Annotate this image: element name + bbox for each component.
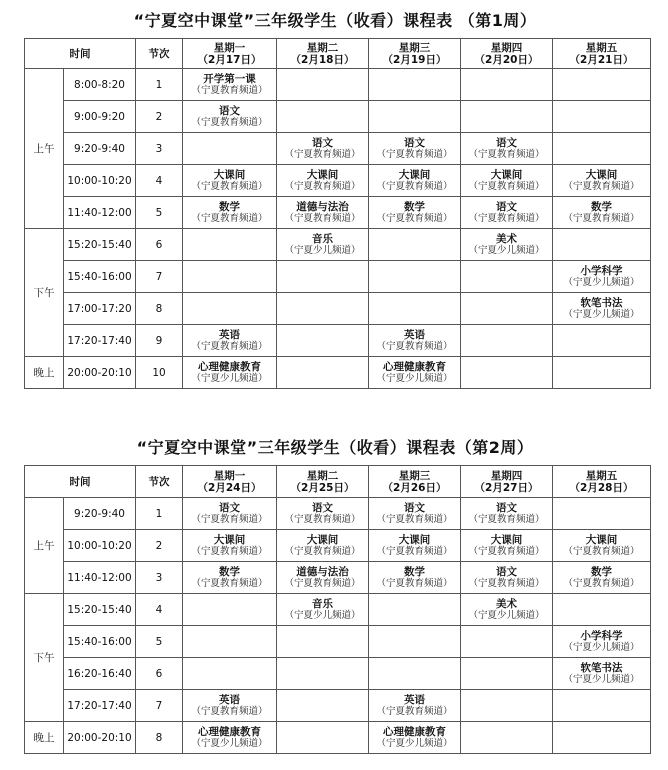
lesson-cell: [183, 197, 277, 229]
empty-cell: [369, 626, 461, 658]
subject-name: 软笔书法: [580, 296, 623, 309]
lesson-cell: [277, 594, 369, 626]
channel-name: （宁夏教育频道）: [563, 577, 640, 589]
day-date: （2月18日）: [290, 53, 355, 66]
time-slot: 20:00-20:10: [64, 722, 136, 754]
subject-name: 语文: [496, 136, 517, 149]
subject-name: 音乐: [312, 597, 333, 610]
subject-name: 数学: [591, 565, 612, 578]
lesson-cell: [369, 722, 461, 754]
time-slot: 17:20-17:40: [64, 325, 136, 357]
lesson-cell: [553, 626, 651, 658]
subject-name: 语文: [404, 136, 425, 149]
channel-name: （宁夏教育频道）: [468, 545, 545, 557]
lesson-cell: [369, 530, 461, 562]
empty-cell: [183, 293, 277, 325]
subject-name: 心理健康教育: [198, 725, 261, 738]
day-date: （2月20日）: [474, 53, 539, 66]
subject-name: 大课间: [306, 168, 339, 181]
empty-cell: [369, 658, 461, 690]
lesson-cell: [277, 165, 369, 197]
subject-name: 软笔书法: [580, 661, 623, 674]
channel-name: （宁夏教育频道）: [563, 545, 640, 557]
day-header-wed: [369, 39, 461, 69]
day-header-thu: [461, 466, 553, 498]
empty-cell: [461, 658, 553, 690]
channel-name: （宁夏教育频道）: [284, 212, 361, 224]
subject-name: 英语: [404, 328, 425, 341]
schedule-title: “宁夏空中课堂”三年级学生（收看）课程表（第2周）: [136, 438, 534, 457]
day-header-tue: [277, 466, 369, 498]
lesson-cell: [461, 562, 553, 594]
lesson-cell: [369, 498, 461, 530]
empty-cell: [553, 325, 651, 357]
lesson-cell: [369, 197, 461, 229]
lesson-cell: [369, 165, 461, 197]
table-row: [25, 165, 651, 197]
table-row: [25, 626, 651, 658]
empty-cell: [369, 293, 461, 325]
time-slot: 9:20-9:40: [64, 498, 136, 530]
table-row: [25, 101, 651, 133]
time-slot: 9:00-9:20: [64, 101, 136, 133]
lesson-cell: [183, 498, 277, 530]
subject-name: 美术: [496, 597, 517, 610]
lesson-number: 5: [136, 626, 183, 658]
channel-name: （宁夏教育频道）: [468, 577, 545, 589]
lesson-number: 3: [136, 133, 183, 165]
schedule-title: “宁夏空中课堂”三年级学生（收看）课程表 （第1周）: [133, 11, 537, 30]
empty-cell: [183, 594, 277, 626]
lesson-cell: [183, 722, 277, 754]
empty-cell: [553, 101, 651, 133]
period-label: 上午: [25, 69, 64, 229]
empty-cell: [461, 722, 553, 754]
subject-name: 开学第一课: [203, 72, 256, 85]
empty-cell: [277, 690, 369, 722]
lesson-cell: [277, 229, 369, 261]
subject-name: 数学: [219, 200, 240, 213]
day-date: （2月25日）: [290, 481, 355, 494]
lesson-cell: [183, 690, 277, 722]
subject-name: 大课间: [585, 168, 618, 181]
subject-name: 大课间: [213, 533, 246, 546]
subject-name: 数学: [219, 565, 240, 578]
subject-name: 数学: [404, 200, 425, 213]
lesson-cell: [461, 165, 553, 197]
day-name: 星期二: [306, 41, 339, 54]
day-header-mon: [183, 466, 277, 498]
channel-name: （宁夏教育频道）: [191, 180, 268, 192]
empty-cell: [461, 101, 553, 133]
lesson-number: 9: [136, 325, 183, 357]
table-row: [25, 133, 651, 165]
channel-name: （宁夏教育频道）: [191, 212, 268, 224]
index-header: 节次: [136, 466, 183, 498]
empty-cell: [553, 498, 651, 530]
channel-name: （宁夏教育频道）: [468, 148, 545, 160]
day-header-mon: [183, 39, 277, 69]
channel-name: （宁夏教育频道）: [376, 180, 453, 192]
time-slot: 17:20-17:40: [64, 690, 136, 722]
subject-name: 语文: [496, 565, 517, 578]
subject-name: 英语: [219, 693, 240, 706]
channel-name: （宁夏少儿频道）: [191, 372, 268, 384]
lesson-cell: [183, 101, 277, 133]
subject-name: 大课间: [585, 533, 618, 546]
subject-name: 语文: [219, 104, 240, 117]
lesson-cell: [183, 530, 277, 562]
day-date: （2月17日）: [197, 53, 262, 66]
lesson-cell: [461, 197, 553, 229]
table-row: [25, 293, 651, 325]
channel-name: （宁夏教育频道）: [284, 577, 361, 589]
empty-cell: [277, 69, 369, 101]
empty-cell: [369, 594, 461, 626]
lesson-cell: [277, 133, 369, 165]
subject-name: 美术: [496, 232, 517, 245]
table-row: [25, 325, 651, 357]
day-name: 星期三: [398, 41, 431, 54]
channel-name: （宁夏教育频道）: [284, 513, 361, 525]
period-label: 下午: [25, 594, 64, 722]
lesson-cell: [553, 658, 651, 690]
channel-name: （宁夏教育频道）: [191, 705, 268, 717]
day-date: （2月28日）: [569, 481, 634, 494]
empty-cell: [461, 261, 553, 293]
lesson-cell: [553, 261, 651, 293]
subject-name: 语文: [404, 501, 425, 514]
lesson-cell: [461, 133, 553, 165]
lesson-cell: [461, 594, 553, 626]
lesson-cell: [461, 229, 553, 261]
subject-name: 小学科学: [580, 264, 623, 277]
channel-name: （宁夏少儿频道）: [191, 737, 268, 749]
subject-name: 英语: [404, 693, 425, 706]
lesson-cell: [277, 197, 369, 229]
subject-name: 音乐: [312, 232, 333, 245]
empty-cell: [277, 325, 369, 357]
empty-cell: [553, 690, 651, 722]
day-name: 星期四: [490, 41, 523, 54]
empty-cell: [461, 690, 553, 722]
lesson-cell: [277, 562, 369, 594]
lesson-cell: [553, 530, 651, 562]
empty-cell: [461, 626, 553, 658]
empty-cell: [553, 69, 651, 101]
subject-name: 语文: [312, 501, 333, 514]
day-date: （2月27日）: [474, 481, 539, 494]
lesson-cell: [183, 69, 277, 101]
period-label: 下午: [25, 229, 64, 357]
table-row: [25, 69, 651, 101]
lesson-cell: [369, 562, 461, 594]
empty-cell: [553, 594, 651, 626]
time-slot: 10:00-10:20: [64, 530, 136, 562]
day-name: 星期四: [490, 469, 523, 482]
empty-cell: [461, 325, 553, 357]
empty-cell: [183, 626, 277, 658]
day-header-tue: [277, 39, 369, 69]
channel-name: （宁夏教育频道）: [376, 340, 453, 352]
empty-cell: [369, 229, 461, 261]
time-slot: 9:20-9:40: [64, 133, 136, 165]
channel-name: （宁夏教育频道）: [376, 513, 453, 525]
empty-cell: [369, 261, 461, 293]
table-row: [25, 594, 651, 626]
channel-name: （宁夏少儿频道）: [468, 609, 545, 621]
empty-cell: [369, 69, 461, 101]
channel-name: （宁夏少儿频道）: [284, 609, 361, 621]
empty-cell: [183, 261, 277, 293]
lesson-cell: [553, 562, 651, 594]
channel-name: （宁夏教育频道）: [376, 212, 453, 224]
empty-cell: [553, 229, 651, 261]
lesson-number: 1: [136, 69, 183, 101]
table-row: [25, 261, 651, 293]
channel-name: （宁夏少儿频道）: [563, 276, 640, 288]
lesson-number: 6: [136, 229, 183, 261]
subject-name: 语文: [496, 200, 517, 213]
subject-name: 大课间: [398, 168, 431, 181]
lesson-number: 5: [136, 197, 183, 229]
table-row: [25, 658, 651, 690]
subject-name: 语文: [312, 136, 333, 149]
period-label: 晚上: [25, 357, 64, 389]
lesson-number: 3: [136, 562, 183, 594]
channel-name: （宁夏少儿频道）: [468, 244, 545, 256]
lesson-cell: [461, 498, 553, 530]
channel-name: （宁夏少儿频道）: [376, 372, 453, 384]
day-header-thu: [461, 39, 553, 69]
channel-name: （宁夏教育频道）: [468, 212, 545, 224]
channel-name: （宁夏教育频道）: [563, 212, 640, 224]
time-slot: 20:00-20:10: [64, 357, 136, 389]
empty-cell: [553, 133, 651, 165]
channel-name: （宁夏少儿频道）: [563, 673, 640, 685]
channel-name: （宁夏少儿频道）: [563, 308, 640, 320]
channel-name: （宁夏教育频道）: [468, 513, 545, 525]
lesson-cell: [183, 325, 277, 357]
lesson-number: 4: [136, 165, 183, 197]
day-date: （2月24日）: [197, 481, 262, 494]
day-date: （2月19日）: [382, 53, 447, 66]
time-slot: 15:20-15:40: [64, 594, 136, 626]
empty-cell: [553, 357, 651, 389]
empty-cell: [277, 101, 369, 133]
lesson-number: 4: [136, 594, 183, 626]
lesson-cell: [369, 357, 461, 389]
schedule-body: [25, 69, 651, 389]
time-slot: 15:20-15:40: [64, 229, 136, 261]
empty-cell: [183, 133, 277, 165]
lesson-cell: [183, 165, 277, 197]
day-date: （2月26日）: [382, 481, 447, 494]
day-name: 星期五: [585, 469, 618, 482]
channel-name: （宁夏教育频道）: [468, 180, 545, 192]
table-row: [25, 229, 651, 261]
day-name: 星期一: [213, 469, 246, 482]
time-slot: 11:40-12:00: [64, 562, 136, 594]
channel-name: （宁夏教育频道）: [191, 84, 268, 96]
channel-name: （宁夏教育频道）: [284, 180, 361, 192]
week-2-schedule: [24, 431, 650, 754]
table-row: [25, 722, 651, 754]
empty-cell: [277, 261, 369, 293]
lesson-cell: [183, 357, 277, 389]
day-name: 星期一: [213, 41, 246, 54]
day-name: 星期三: [398, 469, 431, 482]
lesson-number: 8: [136, 722, 183, 754]
time-header: 时间: [25, 39, 136, 69]
empty-cell: [277, 357, 369, 389]
empty-cell: [277, 658, 369, 690]
empty-cell: [553, 722, 651, 754]
channel-name: （宁夏少儿频道）: [563, 641, 640, 653]
subject-name: 英语: [219, 328, 240, 341]
subject-name: 道德与法治: [296, 200, 349, 213]
lesson-cell: [461, 530, 553, 562]
lesson-number: 2: [136, 530, 183, 562]
week-1-schedule: [24, 4, 650, 389]
subject-name: 语文: [219, 501, 240, 514]
lesson-number: 7: [136, 261, 183, 293]
table-row: [25, 562, 651, 594]
table-row: [25, 690, 651, 722]
subject-name: 语文: [496, 501, 517, 514]
empty-cell: [369, 101, 461, 133]
subject-name: 心理健康教育: [383, 725, 446, 738]
schedule-table: [24, 38, 651, 389]
table-row: [25, 197, 651, 229]
empty-cell: [183, 229, 277, 261]
subject-name: 大课间: [213, 168, 246, 181]
channel-name: （宁夏少儿频道）: [284, 244, 361, 256]
time-header: 时间: [25, 466, 136, 498]
lesson-cell: [277, 498, 369, 530]
subject-name: 大课间: [490, 533, 523, 546]
channel-name: （宁夏教育频道）: [191, 340, 268, 352]
table-row: [25, 357, 651, 389]
day-header-wed: [369, 466, 461, 498]
lesson-cell: [553, 165, 651, 197]
channel-name: （宁夏少儿频道）: [376, 737, 453, 749]
lesson-number: 10: [136, 357, 183, 389]
lesson-cell: [277, 530, 369, 562]
empty-cell: [461, 357, 553, 389]
time-slot: 11:40-12:00: [64, 197, 136, 229]
subject-name: 数学: [591, 200, 612, 213]
time-slot: 16:20-16:40: [64, 658, 136, 690]
lesson-number: 2: [136, 101, 183, 133]
lesson-cell: [369, 325, 461, 357]
channel-name: （宁夏教育频道）: [376, 545, 453, 557]
empty-cell: [277, 626, 369, 658]
lesson-number: 1: [136, 498, 183, 530]
subject-name: 大课间: [306, 533, 339, 546]
lesson-cell: [553, 293, 651, 325]
period-label: 上午: [25, 498, 64, 594]
channel-name: （宁夏教育频道）: [563, 180, 640, 192]
lesson-cell: [553, 197, 651, 229]
day-name: 星期二: [306, 469, 339, 482]
index-header: 节次: [136, 39, 183, 69]
day-header-fri: [553, 466, 651, 498]
subject-name: 道德与法治: [296, 565, 349, 578]
channel-name: （宁夏教育频道）: [191, 577, 268, 589]
day-date: （2月21日）: [569, 53, 634, 66]
time-slot: 17:00-17:20: [64, 293, 136, 325]
channel-name: （宁夏教育频道）: [191, 545, 268, 557]
empty-cell: [461, 69, 553, 101]
lesson-number: 6: [136, 658, 183, 690]
channel-name: （宁夏教育频道）: [284, 545, 361, 557]
schedule-table: [24, 465, 651, 754]
lesson-cell: [369, 133, 461, 165]
empty-cell: [277, 293, 369, 325]
schedule-body: [25, 498, 651, 754]
lesson-number: 8: [136, 293, 183, 325]
time-slot: 10:00-10:20: [64, 165, 136, 197]
channel-name: （宁夏教育频道）: [284, 148, 361, 160]
day-name: 星期五: [585, 41, 618, 54]
lesson-cell: [183, 562, 277, 594]
subject-name: 数学: [404, 565, 425, 578]
empty-cell: [277, 722, 369, 754]
empty-cell: [183, 658, 277, 690]
subject-name: 大课间: [398, 533, 431, 546]
lesson-number: 7: [136, 690, 183, 722]
time-slot: 15:40-16:00: [64, 626, 136, 658]
empty-cell: [461, 293, 553, 325]
channel-name: （宁夏教育频道）: [191, 116, 268, 128]
subject-name: 心理健康教育: [383, 360, 446, 373]
channel-name: （宁夏教育频道）: [376, 148, 453, 160]
lesson-cell: [369, 690, 461, 722]
subject-name: 大课间: [490, 168, 523, 181]
channel-name: （宁夏教育频道）: [376, 705, 453, 717]
day-header-fri: [553, 39, 651, 69]
channel-name: （宁夏教育频道）: [191, 513, 268, 525]
subject-name: 心理健康教育: [198, 360, 261, 373]
channel-name: （宁夏教育频道）: [376, 577, 453, 589]
subject-name: 小学科学: [580, 629, 623, 642]
period-label: 晚上: [25, 722, 64, 754]
table-row: [25, 530, 651, 562]
time-slot: 8:00-8:20: [64, 69, 136, 101]
time-slot: 15:40-16:00: [64, 261, 136, 293]
table-row: [25, 498, 651, 530]
